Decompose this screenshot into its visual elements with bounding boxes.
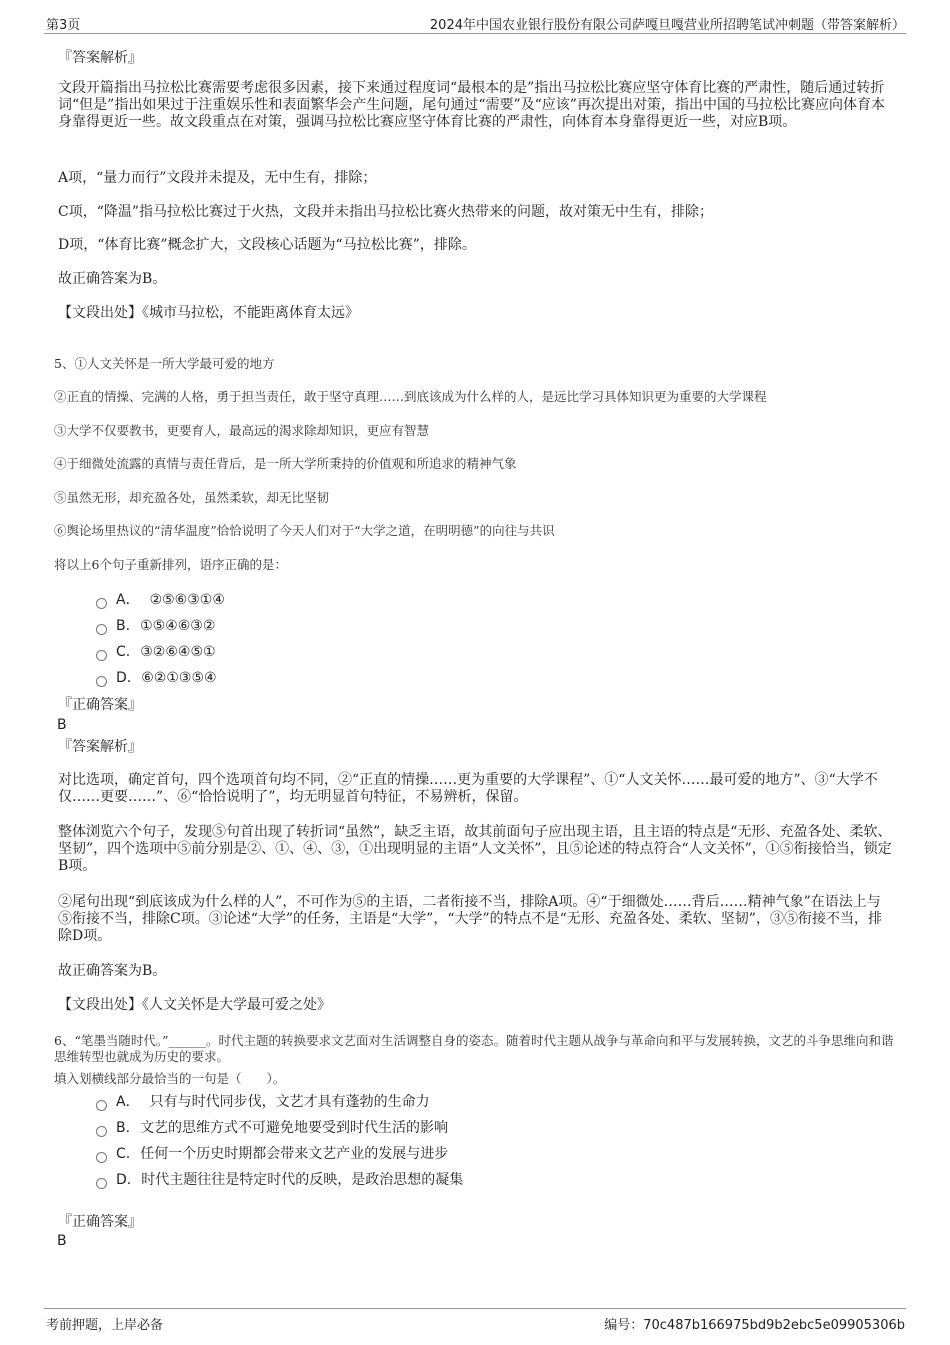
source-citation: 【文段出处】《城市马拉松，不能距离体育太远》 [58, 305, 359, 321]
question-line: ⑥舆论场里热议的“清华温度”恰恰说明了今天人们对于“大学之道，在明明德”的向往与共识 [54, 523, 555, 538]
option-text: 任何一个历史时期都会带来文艺产业的发展与进步 [140, 1146, 449, 1162]
question-stem: 6、“笔墨当随时代。”______。时代主题的转换要求文艺面对生活调整自身的姿态。随着时代主题从战争与革命向和平与发展转换，文艺的斗争思维向和谐思维转型也就成为历史的要求。 [54, 1033, 894, 1064]
radio-button[interactable] [96, 650, 107, 661]
option-text: ②⑤⑥③①④ [149, 592, 225, 608]
option-text: ③②⑥④⑤① [140, 644, 216, 660]
option-letter: A． [116, 592, 140, 608]
analysis-paragraph: 整体浏览六个句子，发现⑤句首出现了转折词“虽然”，缺乏主语，故其前面句子应出现主语，且主语的特点是“无形、充盈各处、柔软、坚韧”，四个选项中⑤前分别是②、①、④、③，①出现明显的主语“人文关怀”，且⑤论述的特点符合“人文关怀”，①⑤衔接恰当，锁定B项。 [58, 824, 892, 874]
question-line: ②正直的情操、完满的人格，勇于担当责任，敢于坚守真理……到底该成为什么样的人，是远比学习具体知识更为重要的大学课程 [54, 389, 767, 404]
document-id-value: 70c487b166975bd9b2ebc5e09905306b [643, 1318, 905, 1333]
option-c[interactable] [96, 1146, 448, 1163]
correct-answer-label: 『正确答案』 [58, 1214, 142, 1230]
option-text: ①⑤④⑥③② [140, 618, 216, 634]
document-title: 2024年中国农业银行股份有限公司萨嘎旦嘎营业所招聘笔试冲刺题（带答案解析） [429, 18, 905, 33]
question-line: ④于细微处流露的真情与责任背后，是一所大学所秉持的价值观和所追求的精神气象 [54, 456, 517, 471]
question-prompt: 将以上6个句子重新排列，语序正确的是： [54, 557, 287, 572]
footer-slogan: 考前押题，上岸必备 [46, 1318, 164, 1333]
analysis-paragraph: C项，“降温”指马拉松比赛过于火热，文段并未指出马拉松比赛火热带来的问题，故对策无中生有，排除； [58, 204, 714, 220]
option-text: 文艺的思维方式不可避免地要受到时代生活的影响 [140, 1120, 449, 1136]
analysis-paragraph: D项，“体育比赛”概念扩大，文段核心话题为“马拉松比赛”，排除。 [58, 237, 476, 253]
answer-conclusion: 故正确答案为B。 [58, 963, 167, 979]
option-a[interactable] [96, 1094, 430, 1111]
option-text: ⑥②①③⑤④ [141, 670, 217, 686]
option-b[interactable] [96, 618, 215, 635]
source-citation: 【文段出处】《人文关怀是大学最可爱之处》 [58, 997, 331, 1013]
analysis-label: 『答案解析』 [58, 50, 142, 66]
analysis-paragraph: A项，“量力而行”文段并未提及，无中生有，排除； [58, 170, 377, 186]
header-divider [44, 33, 906, 34]
option-d[interactable] [96, 1172, 463, 1189]
question-line: ⑤虽然无形，却充盈各处，虽然柔软，却无比坚韧 [54, 490, 330, 505]
radio-button[interactable] [96, 1126, 107, 1137]
correct-answer: B [57, 717, 67, 733]
analysis-label: 『答案解析』 [58, 739, 142, 755]
option-letter: C. [116, 644, 131, 660]
option-text: 只有与时代同步伐，文艺才具有蓬勃的生命力 [149, 1094, 430, 1110]
question-prompt: 填入划横线部分最恰当的一句是（ ）。 [54, 1071, 286, 1086]
option-letter: D. [116, 1172, 132, 1188]
analysis-paragraph: 文段开篇指出马拉松比赛需要考虑很多因素，接下来通过程度词“最根本的是”指出马拉松比赛应坚守体育比赛的严肃性，随后通过转折词“但是”指出如果过于注重娱乐性和表面繁华会产生问题，尾句通过“需要”及“应该”再次提出对策，指出中国的马拉松比赛应向体育本身靠得更近一些。故文段重点在对策，强调马拉松比赛应坚守体育比赛的严肃性，向体育本身靠得更近一些，对应B项。 [58, 80, 885, 130]
question-line: 5、①人文关怀是一所大学最可爱的地方 [54, 356, 275, 371]
question-line: ③大学不仅要教书，更要育人，最高远的渴求除却知识，更应有智慧 [54, 423, 430, 438]
footer-divider [44, 1308, 906, 1309]
option-b[interactable] [96, 1120, 448, 1137]
option-c[interactable] [96, 644, 216, 661]
option-a[interactable] [96, 592, 225, 609]
radio-button[interactable] [96, 1152, 107, 1163]
option-letter: C. [116, 1146, 131, 1162]
analysis-paragraph: ②尾句出现“到底该成为什么样的人”，不可作为⑤的主语，二者衔接不当，排除A项。④“于细微处……背后……精神气象”在语法上与⑤衔接不当，排除C项。③论述“大学”的任务，主语是“大学”，“大学”的特点不是“无形、充盈各处、柔软、坚韧”，③⑤衔接不当，排除D项。 [58, 894, 882, 944]
option-letter: B. [116, 1120, 131, 1136]
document-id-label: 编号： [604, 1318, 644, 1333]
option-d[interactable] [96, 670, 217, 687]
option-text: 时代主题往往是特定时代的反映，是政治思想的凝集 [141, 1172, 464, 1188]
document-id [604, 1314, 905, 1333]
radio-button[interactable] [96, 676, 107, 687]
option-letter: D. [116, 670, 132, 686]
option-letter: A． [116, 1094, 140, 1110]
radio-button[interactable] [96, 1178, 107, 1189]
answer-conclusion: 故正确答案为B。 [58, 271, 167, 287]
page-number: 第3页 [46, 18, 81, 33]
radio-button[interactable] [96, 598, 107, 609]
option-letter: B. [116, 618, 131, 634]
correct-answer-label: 『正确答案』 [58, 697, 142, 713]
analysis-paragraph: 对比选项，确定首句，四个选项首句均不同，②“正直的情操……更为重要的大学课程”、①“人文关怀……最可爱的地方”、③“大学不仅……更要……”、⑥“恰恰说明了”，均无明显首句特征，不易辨析，保留。 [58, 772, 878, 805]
radio-button[interactable] [96, 1100, 107, 1111]
correct-answer: B [57, 1233, 67, 1249]
radio-button[interactable] [96, 624, 107, 635]
